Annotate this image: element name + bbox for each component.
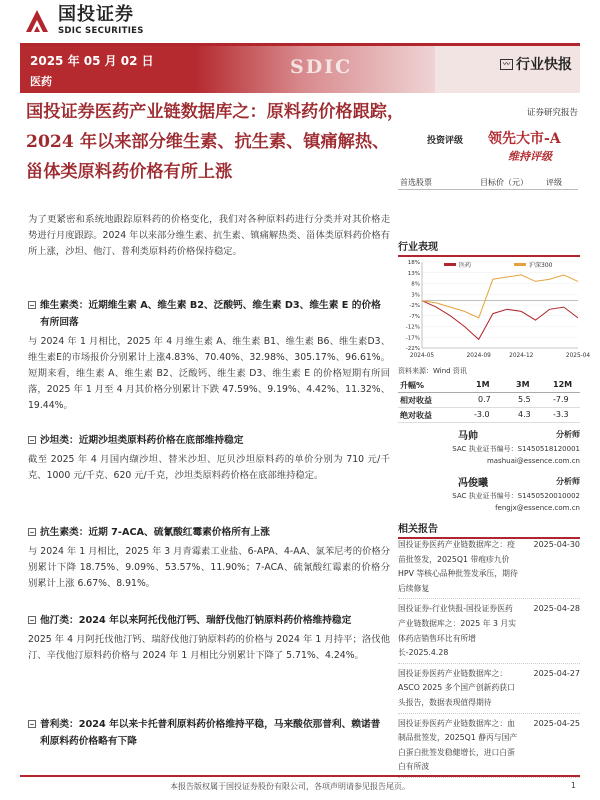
analyst-title: 分析师 <box>556 477 580 486</box>
col-top-pick: 首选股票 <box>400 178 432 187</box>
y-tick-label: -2% <box>409 303 420 309</box>
section-heading: 普利类：2024 年以来卡托普利原料药价格维持平稳，马来酸依那普利、赖诺普利原料药价格略有下降 <box>40 719 381 747</box>
row-label: 绝对收益 <box>400 411 432 420</box>
cell-1m: -3.0 <box>474 410 490 419</box>
cell-1m: 0.7 <box>478 395 491 404</box>
y-tick-label: -17% <box>405 335 420 342</box>
y-tick-label: 18% <box>407 260 420 266</box>
brand-name-cn: 国投证券 <box>58 4 134 26</box>
analyst-sac: SAC 执业证书编号：S1450518120001 <box>452 445 580 453</box>
performance-chart-svg <box>398 256 591 366</box>
table-header-cell: 3M <box>516 380 530 389</box>
brand-name-en: SDIC SECURITIES <box>58 26 144 37</box>
col-rating: 评级 <box>546 178 562 187</box>
section-body: 2025 年 4 月阿托伐他汀钙、瑞舒伐他汀钠原料药的价格与 2024 年 1 月持平；洛伐他汀、辛伐他汀原料药价格与 2024 年 1 月相比分别累计下降了 5.71%、4.24%。 <box>28 634 390 661</box>
section-body: 与 2024 年 1 月相比，2025 年 4 月维生素 A、维生素 B1、维生素 B6、维生素D3、维生素E的市场报价分别累计上涨4.83%、70.40%、32.98%、305.17%、96.61%。短期来看，维生素 A、维生素 B2、泛酸钙、维生素 D3、维生素 E 的价格短期有所回落，2025 年 1 月至 4 月其价格分别累计下跌 47.59%、9.19%、4.42%、11.32%、19.44%。 <box>28 336 390 411</box>
y-tick-label: 13% <box>407 270 420 277</box>
related-report-date: 2025-04-30 <box>533 540 580 549</box>
rating-maintain: 维持评级 <box>508 150 552 163</box>
legend-swatch <box>514 263 526 266</box>
section-heading: 沙坦类：近期沙坦类原料药价格在底部维持稳定 <box>40 435 244 446</box>
related-report-date: 2025-04-28 <box>533 604 580 614</box>
bullet-icon <box>28 616 36 624</box>
x-tick-label: 2024-09 <box>466 353 491 359</box>
x-tick-label: 2025-04 <box>565 353 591 359</box>
related-report-date: 2025-04-25 <box>533 718 580 728</box>
cell-12m: -3.3 <box>553 410 569 419</box>
section-prils <box>28 716 390 750</box>
report-sector: 医药 <box>30 75 52 88</box>
banner-building-image <box>195 46 435 93</box>
section-statins <box>28 612 390 664</box>
performance-table <box>398 378 580 423</box>
analyst-card <box>398 474 580 518</box>
y-tick-label: -7% <box>409 313 420 320</box>
table-row <box>398 393 580 408</box>
y-tick-label: 3% <box>411 292 420 299</box>
related-report-item[interactable] <box>398 602 580 663</box>
x-tick-label: 2024-12 <box>509 353 534 359</box>
bullet-icon <box>28 528 36 536</box>
rating-label: 投资评级 <box>427 136 464 146</box>
page-number: 1 <box>570 781 576 790</box>
y-tick-label: -12% <box>405 324 420 331</box>
table-header-cell: 升幅% <box>400 381 425 390</box>
table-header-cell: 12M <box>553 380 573 389</box>
section-sartans <box>28 432 390 484</box>
analyst-name: 马帅 <box>458 431 478 442</box>
performance-title: 行业表现 <box>398 238 580 257</box>
analyst-sac: SAC 执业证书编号：S1450520010002 <box>452 492 580 500</box>
research-report-tag: 证券研究报告 <box>526 108 578 118</box>
page-title: 国投证券医药产业链数据库之：原料药价格跟踪，2024 年以来部分维生素、抗生素、镇痛解热、甾体类原料药价格有所上涨 <box>26 102 405 182</box>
chart-source: 资料来源：Wind 资讯 <box>398 367 467 375</box>
cell-3m: 4.3 <box>518 410 531 419</box>
y-tick-label: 8% <box>411 281 420 288</box>
rating-value: 领先大市-A <box>488 131 561 147</box>
legend-label: 医药 <box>459 262 472 269</box>
bullet-icon <box>28 301 36 309</box>
intro-paragraph: 为了更紧密和系统地跟踪原料药的价格变化，我们对各种原料药进行分类并对其价格走势进行月度跟踪。2024 年以来部分维生素、抗生素、镇痛解热类、甾体类原料药价格有所上涨，沙坦、他汀、普利类原料药价格保持稳定。 <box>28 214 390 257</box>
analyst-name: 冯俊曦 <box>458 478 488 489</box>
top-picks-header <box>398 174 578 190</box>
section-heading: 维生素类：近期维生素 A、维生素 B2、泛酸钙、维生素 D3、维生素 E 的价格有所回落 <box>40 300 381 328</box>
footer-divider <box>20 775 580 777</box>
related-report-text: 国投证券医药产业链数据库之：ASCO 2025 多个国产创新药获口头报告，数据表现值得期待 <box>398 668 515 707</box>
x-tick-label: 2024-05 <box>409 353 435 359</box>
banner-watermark: SDIC <box>290 56 353 78</box>
related-report-text: 国投证券医药产业链数据库之：疫苗批签发，2025Q1 带疱疹九价 HPV 等核心品种批签发承压，期待后续修复 <box>398 540 518 593</box>
sdic-logo-icon <box>22 6 52 36</box>
related-report-item[interactable] <box>398 667 580 714</box>
related-report-text: 国投证券医药产业链数据库之：血制品批签发，2025Q1 静丙与国产白蛋白批签发稳健增长，进口白蛋白有所波 <box>398 718 518 772</box>
report-type-text: 行业快报 <box>516 57 572 73</box>
related-report-date: 2025-04-27 <box>533 668 580 678</box>
section-heading: 他汀类：2024 年以来阿托伐他汀钙、瑞舒伐他汀钠原料药价格维持稳定 <box>40 615 352 626</box>
section-body: 截至 2025 年 4 月国内缬沙坦、替米沙坦、厄贝沙坦原料药的单价分别为 710 元/千克、1000 元/千克、620 元/千克，沙坦类原料药价格在底部维持稳定。 <box>28 454 390 481</box>
analyst-title: 分析师 <box>556 430 580 439</box>
footer-disclaimer: 本报告版权属于国投证券股份有限公司，各项声明请参见报告尾页。 <box>170 782 410 791</box>
legend-label: 沪深300 <box>529 262 553 269</box>
header-banner <box>20 43 580 93</box>
brand-logo <box>22 6 144 36</box>
report-date: 2025 年 05 月 02 日 <box>30 54 154 68</box>
report-type-label <box>500 54 572 74</box>
related-report-item[interactable] <box>398 538 580 599</box>
section-heading: 抗生素类：近期 7-ACA、硫氰酸红霉素价格所有上涨 <box>40 527 270 538</box>
table-row <box>398 408 580 423</box>
series-line-pharma <box>422 301 578 340</box>
analyst-card <box>398 427 580 471</box>
table-header-row <box>398 378 580 393</box>
row-label: 相对收益 <box>400 396 432 405</box>
section-body: 与 2024 年 1 月相比，2025 年 3 月青霉素工业盐、6-APA、4-AA、氯苯尼考的价格分别累计下降 18.75%、9.09%、53.57%、11.90%；7-ACA、硫氰酸红霉素的价格分别累计上涨 6.67%、8.91%。 <box>28 546 390 589</box>
col-target-price: 目标价（元） <box>480 178 528 187</box>
chart-icon: 〰 <box>500 59 513 70</box>
analyst-email[interactable]: fengjx@essence.com.cn <box>495 504 580 512</box>
bullet-icon <box>28 720 36 728</box>
related-reports-list <box>398 538 580 781</box>
legend-swatch <box>444 263 456 266</box>
related-report-item[interactable] <box>398 717 580 778</box>
cell-3m: 5.5 <box>518 395 531 404</box>
y-tick-label: -22% <box>405 346 420 352</box>
banner-left-block <box>20 46 195 93</box>
section-antibiotics <box>28 524 390 592</box>
section-vitamins <box>28 297 390 414</box>
cell-12m: -7.9 <box>553 395 569 404</box>
table-header-cell: 1M <box>476 380 490 389</box>
bullet-icon <box>28 436 36 444</box>
analyst-email[interactable]: mashuai@essence.com.cn <box>486 457 580 465</box>
related-report-text: 国投证券-行业快报-国投证券医药产业链数据库之：2025 年 3 月实体药店销售环比有所增长-2025.4.28 <box>398 604 517 658</box>
related-reports-title: 相关报告 <box>398 520 580 539</box>
performance-chart <box>398 256 591 366</box>
